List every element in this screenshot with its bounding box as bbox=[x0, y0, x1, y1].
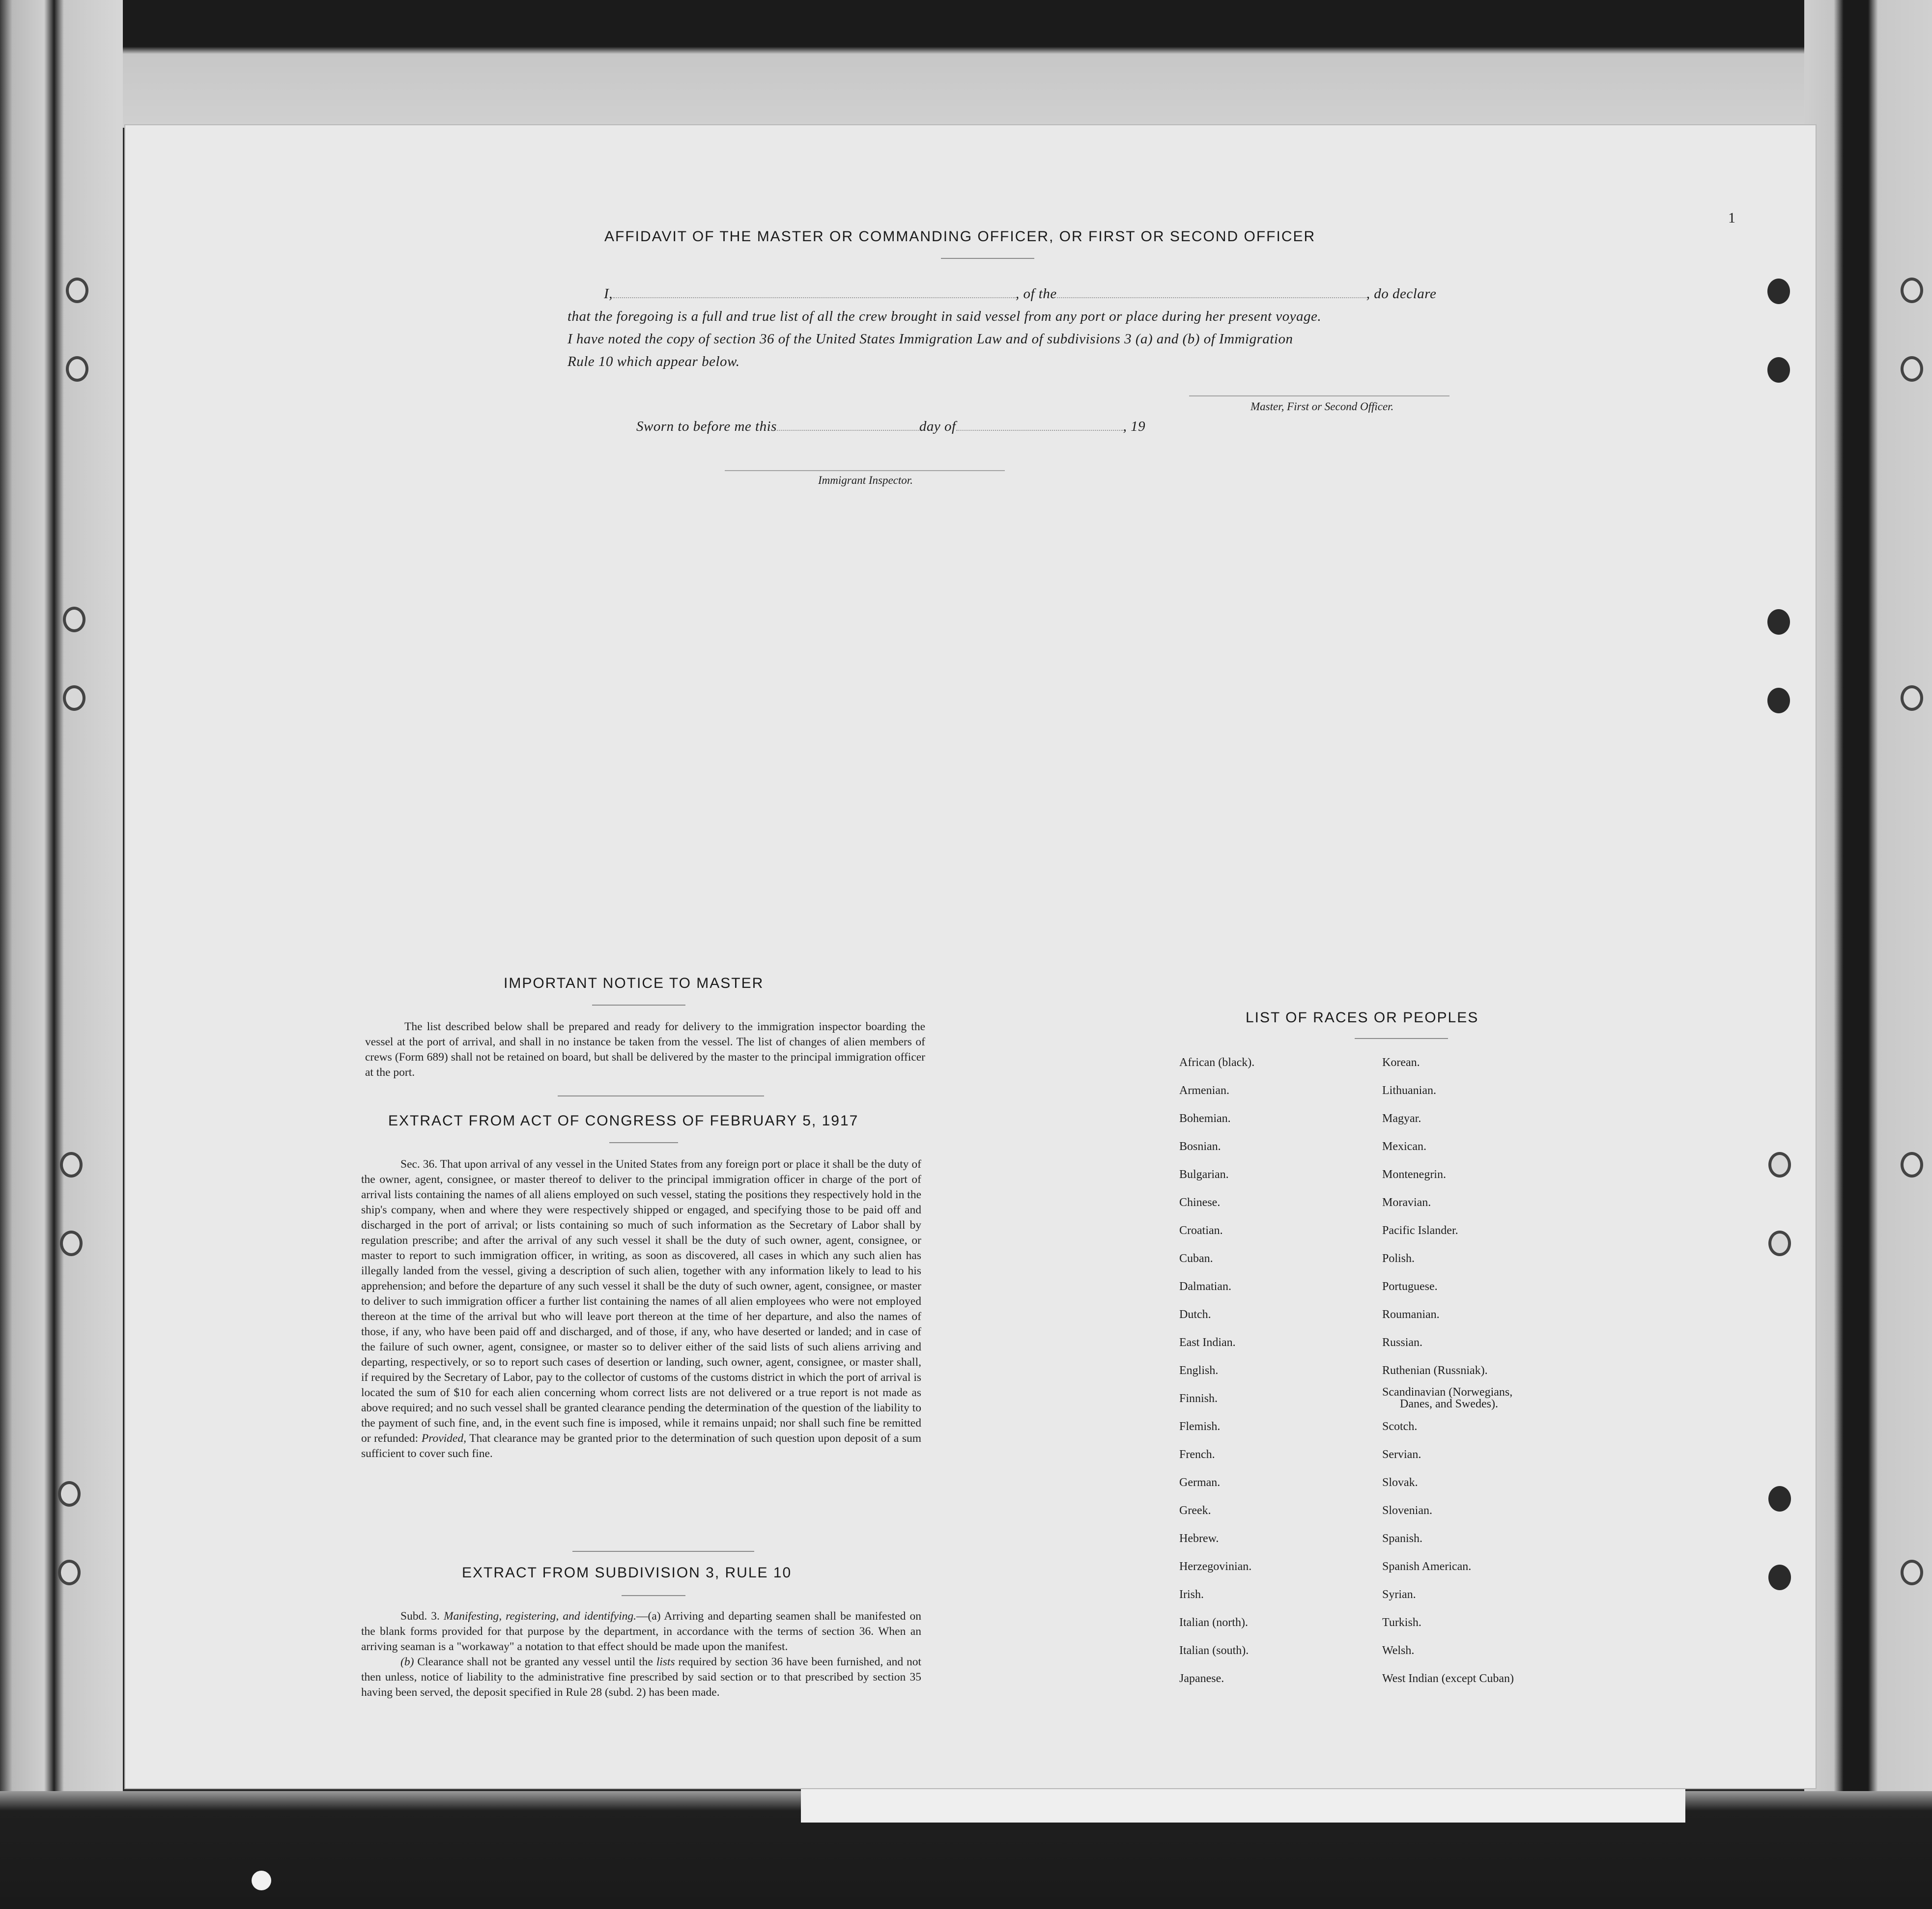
binder-hole bbox=[60, 1152, 83, 1178]
binder-hole bbox=[1901, 1152, 1923, 1178]
sworn-line bbox=[636, 415, 1145, 438]
race-item: Mexican. bbox=[1382, 1140, 1426, 1153]
inspector-label: Immigrant Inspector. bbox=[818, 474, 913, 486]
name-blank[interactable] bbox=[613, 297, 1016, 298]
binder-hole bbox=[1767, 688, 1790, 713]
race-item: Hebrew. bbox=[1179, 1532, 1219, 1545]
race-item: Servian. bbox=[1382, 1448, 1421, 1461]
affidavit-line-4: Rule 10 which appear below. bbox=[568, 354, 740, 369]
race-item: Greek. bbox=[1179, 1504, 1211, 1517]
race-item: Slovak. bbox=[1382, 1476, 1418, 1489]
race-item: Russian. bbox=[1382, 1336, 1423, 1349]
binder-hole bbox=[1767, 279, 1790, 304]
binder-hole bbox=[1768, 1231, 1791, 1256]
binder-hole bbox=[66, 278, 88, 303]
race-item: Armenian. bbox=[1179, 1084, 1229, 1097]
affidavit-i: I, bbox=[604, 286, 613, 302]
scan-dot bbox=[252, 1871, 271, 1890]
race-item: Scotch. bbox=[1382, 1420, 1418, 1433]
race-item: Herzegovinian. bbox=[1179, 1560, 1252, 1573]
heading-rule bbox=[1355, 1038, 1448, 1039]
act-extract-heading: EXTRACT FROM ACT OF CONGRESS OF FEBRUARY 5, 1917 bbox=[388, 1113, 859, 1129]
race-item: Finnish. bbox=[1179, 1392, 1218, 1405]
binder-hole bbox=[63, 607, 85, 632]
race-item: Flemish. bbox=[1179, 1420, 1221, 1433]
binder-hole bbox=[1901, 356, 1923, 382]
race-item: French. bbox=[1179, 1448, 1215, 1461]
race-item: English. bbox=[1179, 1364, 1219, 1377]
race-item: Spanish American. bbox=[1382, 1560, 1472, 1573]
race-item: Italian (south). bbox=[1179, 1644, 1249, 1657]
race-item: Dalmatian. bbox=[1179, 1280, 1231, 1293]
sworn-year: , 19 bbox=[1123, 419, 1146, 434]
affidavit-line-1 bbox=[573, 282, 1436, 305]
act-extract-text: Sec. 36. That upon arrival of any vessel in the United States from any foreign port or place it shall be the duty of the owner, agent, consignee, or master thereof to deliver to the principal immigration officer in charge of the port of arrival lists containing the names of all aliens employed on such vessel, stating the positions they respectively hold in the ship's company, when and where they were respectively shipped or engaged, and specifying those to be paid off and discharged in the port of arrival; or lists containing so much of such information as the Secretary of Labor shall by regulation prescribe; and after the arrival of any such vessel it shall be the duty of such owner, agent, consignee, or master to report to such immigration officer, in writing, as soon as discovered, all cases in which any such alien has illegally landed from the vessel, giving a description of such alien, together with any information likely to lead to his apprehension; and before the departure of any such vessel it shall be the duty of such owner, agent, consignee, or master to deliver to such immigration officer a further list containing the names of all alien employees who were not employed thereon at the time of the arrival but who will leave port thereon at the time of her departure, and also the names of those, if any, who have been paid off and discharged, and of those, if any, who have deserted or landed; and in case of the failure of such owner, agent, consignee, or master so to deliver either of the said lists of such aliens arriving and departing, respectively, or so to report such cases of desertion or landing, such owner, agent, consignee, or master shall, if required by the Secretary of Labor, pay to the collector of customs of the customs district in which the port of arrival is located the sum of $10 for each alien concerning whom correct lists are not delivered or a true report is not made as above required; and no such vessel shall be granted clearance pending the determination of the question of the liability to the payment of such fine, and, in the event such fine is imposed, while it remains unpaid; nor shall such fine be remitted or refunded: Provided, That clearance may be granted prior to the determination of such question upon deposit of a sum sufficient to cover such fine. bbox=[361, 1158, 922, 1460]
binder-hole bbox=[1901, 278, 1923, 303]
race-item: Bosnian. bbox=[1179, 1140, 1221, 1153]
race-item: Slovenian. bbox=[1382, 1504, 1432, 1517]
race-item: Moravian. bbox=[1382, 1196, 1431, 1209]
race-item: Scandinavian (Norwegians, bbox=[1382, 1386, 1513, 1399]
races-heading: LIST OF RACES OR PEOPLES bbox=[1246, 1010, 1479, 1026]
inspector-signature-line[interactable] bbox=[725, 470, 1005, 471]
affidavit-line-3: I have noted the copy of section 36 of the United States Immigration Law and of subdivisions 3 (a) and (b) of Immigration bbox=[568, 331, 1293, 347]
sworn-prefix: Sworn to before me this bbox=[636, 419, 777, 434]
race-item: Ruthenian (Russniak). bbox=[1382, 1364, 1488, 1377]
race-item: German. bbox=[1179, 1476, 1221, 1489]
binder-hole bbox=[63, 685, 85, 711]
heading-rule bbox=[622, 1595, 685, 1596]
scan-frame-top bbox=[0, 0, 1932, 128]
race-item: Bulgarian. bbox=[1179, 1168, 1229, 1181]
binder-hole bbox=[1768, 1486, 1791, 1512]
rule-extract-text: Subd. 3. Manifesting, registering, and identifying.—(a) Arriving and departing seamen shall be manifested on the blank forms provided for that purpose by the department, in accordance with the terms of section 36. When an arriving seaman is a "workaway" a notation to that effect should be made upon the manifest. (b) Clearance shall not be granted any vessel until the lists required by section 36 have been furnished, and not then unless, notice of liability to the administrative fine prescribed by said section or to that prescribed by section 35 having been served, the deposit specified in Rule 28 (subd. 2) has been made. bbox=[361, 1610, 922, 1699]
race-item: Pacific Islander. bbox=[1382, 1224, 1458, 1237]
heading-rule bbox=[592, 1005, 685, 1006]
race-item: Spanish. bbox=[1382, 1532, 1423, 1545]
race-item: Roumanian. bbox=[1382, 1308, 1440, 1321]
binder-hole bbox=[1768, 1152, 1791, 1178]
rule-extract-heading: EXTRACT FROM SUBDIVISION 3, RULE 10 bbox=[462, 1565, 792, 1581]
section-rule bbox=[558, 1095, 764, 1096]
race-item: East Indian. bbox=[1179, 1336, 1236, 1349]
race-item: Italian (north). bbox=[1179, 1616, 1248, 1629]
race-item: Turkish. bbox=[1382, 1616, 1421, 1629]
affidavit-line-2: that the foregoing is a full and true list of all the crew brought in said vessel from any port or place during her present voyage. bbox=[568, 309, 1322, 324]
page-mark: 1 bbox=[1728, 210, 1735, 226]
race-item: Bohemian. bbox=[1179, 1112, 1231, 1125]
affidavit-of-the: , of the bbox=[1016, 286, 1057, 302]
race-item: Korean. bbox=[1382, 1056, 1420, 1069]
race-item: Portuguese. bbox=[1382, 1280, 1438, 1293]
binder-hole bbox=[1768, 1565, 1791, 1590]
heading-rule bbox=[609, 1142, 678, 1143]
heading-rule bbox=[941, 258, 1034, 259]
race-item: Magyar. bbox=[1382, 1112, 1421, 1125]
race-item-continuation: Danes, and Swedes). bbox=[1400, 1398, 1498, 1410]
binder-hole bbox=[60, 1231, 83, 1256]
binder-hole bbox=[58, 1481, 81, 1507]
binder-hole bbox=[1767, 357, 1790, 383]
binder-hole bbox=[1901, 685, 1923, 711]
race-item: Syrian. bbox=[1382, 1588, 1416, 1601]
race-item: Cuban. bbox=[1179, 1252, 1213, 1265]
notice-text: The list described below shall be prepared and ready for delivery to the immigration inspector boarding the vessel at the port of arrival, and shall in no instance be taken from the vessel. The list of changes of alien members of crews (Form 689) shall not be retained on board, but shall be delivered by the master to the principal immigration officer at the port. bbox=[365, 1020, 925, 1079]
race-item: Montenegrin. bbox=[1382, 1168, 1446, 1181]
section-rule bbox=[572, 1551, 754, 1552]
sworn-month-blank[interactable] bbox=[956, 430, 1123, 431]
race-item: Japanese. bbox=[1179, 1672, 1224, 1685]
race-item: Croatian. bbox=[1179, 1224, 1223, 1237]
race-item: Irish. bbox=[1179, 1588, 1204, 1601]
affidavit-heading: AFFIDAVIT OF THE MASTER OR COMMANDING OFFICER, OR FIRST OR SECOND OFFICER bbox=[604, 228, 1316, 245]
vessel-blank[interactable] bbox=[1057, 297, 1366, 298]
race-item: West Indian (except Cuban) bbox=[1382, 1672, 1514, 1685]
race-item: Dutch. bbox=[1179, 1308, 1211, 1321]
sworn-day-of: day of bbox=[919, 419, 956, 434]
affidavit-do-declare: , do declare bbox=[1366, 286, 1437, 302]
race-item: Polish. bbox=[1382, 1252, 1415, 1265]
race-item: Welsh. bbox=[1382, 1644, 1415, 1657]
binder-hole bbox=[1901, 1560, 1923, 1585]
binder-hole bbox=[66, 356, 88, 382]
race-item: Chinese. bbox=[1179, 1196, 1221, 1209]
master-signature-line[interactable] bbox=[1189, 395, 1449, 396]
sworn-day-blank[interactable] bbox=[777, 430, 919, 431]
scan-frame-left bbox=[0, 0, 123, 1909]
document-sheet bbox=[125, 125, 1816, 1788]
notice-heading: IMPORTANT NOTICE TO MASTER bbox=[504, 975, 764, 991]
binder-hole bbox=[1767, 609, 1790, 635]
binder-hole bbox=[58, 1560, 81, 1585]
race-item: African (black). bbox=[1179, 1056, 1255, 1069]
race-item: Lithuanian. bbox=[1382, 1084, 1436, 1097]
master-signature-label: Master, First or Second Officer. bbox=[1250, 400, 1394, 413]
